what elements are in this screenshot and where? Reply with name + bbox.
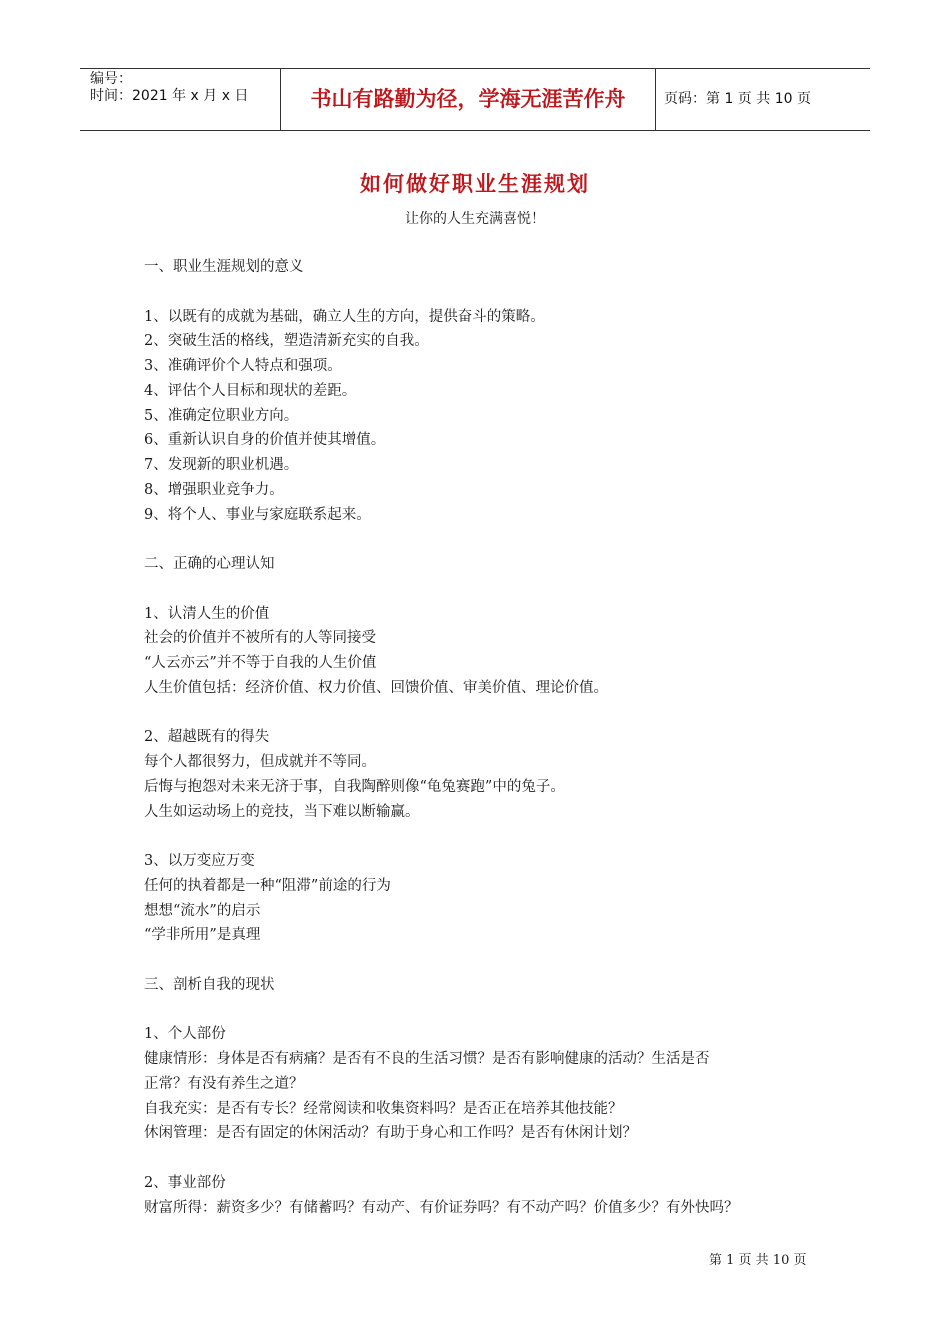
body-line: 一、职业生涯规划的意义	[144, 259, 304, 275]
body-line: 社会的价值并不被所有的人等同接受	[144, 630, 376, 647]
body-line: 7、发现新的职业机遇。	[144, 457, 299, 473]
body-line: 每个人都很努力，但成就并不等同。	[144, 754, 376, 770]
blank-line	[144, 998, 824, 1023]
body-line: 4、评估个人目标和现状的差距。	[144, 382, 357, 399]
page-header	[80, 68, 870, 131]
document-code-label: 编号：	[90, 71, 132, 87]
body-line: 想想“流水”的启示	[144, 902, 261, 919]
blank-line	[144, 948, 824, 973]
blank-line	[144, 1146, 824, 1171]
body-line: 8、增强职业竞争力。	[144, 481, 284, 498]
body-line: 1、以既有的成就为基础，确立人生的方向，提供奋斗的策略。	[144, 308, 545, 325]
header-divider-right	[655, 69, 656, 130]
body-line: 人生价值包括：经济价值、权力价值、回馈价值、审美价值、理论价值。	[144, 679, 608, 696]
body-line: 6、重新认识自身的价值并使其增值。	[144, 432, 386, 449]
body-line: 5、准确定位职业方向。	[144, 407, 299, 424]
header-motto: 书山有路勤为径，学海无涯苦作舟	[310, 87, 626, 111]
body-line: 休闲管理：是否有固定的休闲活动？有助于身心和工作吗？是否有休闲计划？	[144, 1125, 637, 1142]
document-title: 如何做好职业生涯规划	[360, 171, 590, 196]
body-line: 1、认清人生的价值	[144, 605, 270, 622]
body-line: “学非所用”是真理	[144, 927, 261, 944]
body-line: 1、个人部份	[144, 1026, 226, 1043]
body-line: 2、超越既有的得失	[144, 729, 270, 746]
body-line: 2、事业部份	[144, 1174, 226, 1191]
body-line: “人云亦云”并不等于自我的人生价值	[144, 655, 377, 671]
body-line: 二、正确的心理认知	[144, 556, 275, 572]
body-line: 正常？有没有养生之道？	[144, 1075, 304, 1092]
body-line: 3、准确评价个人特点和强项。	[144, 358, 342, 374]
body-line: 9、将个人、事业与家庭联系起来。	[144, 506, 371, 523]
document-date-label: 时间：2021 年 x 月 x 日	[90, 88, 249, 104]
document-body	[144, 255, 824, 1220]
blank-line	[144, 280, 824, 305]
body-line: 自我充实：是否有专长？经常阅读和收集资料吗？是否正在培养其他技能？	[144, 1100, 623, 1117]
blank-line	[144, 701, 824, 726]
body-line: 任何的执着都是一种“阻滞”前途的行为	[144, 877, 391, 894]
header-page-number: 页码：第 1 页 共 10 页	[664, 91, 811, 107]
blank-line	[144, 824, 824, 849]
blank-line	[144, 577, 824, 602]
body-line: 健康情形：身体是否有病痛？是否有不良的生活习惯？是否有影响健康的活动？生活是否	[144, 1051, 710, 1067]
body-line: 三、剖析自我的现状	[144, 976, 275, 993]
body-line: 2、突破生活的格线，塑造清新充实的自我。	[144, 333, 429, 350]
page-footer: 第 1 页 共 10 页	[709, 1253, 807, 1268]
body-line: 3、以万变应万变	[144, 853, 255, 869]
body-line: 财富所得：薪资多少？有储蓄吗？有动产、有价证券吗？有不动产吗？价值多少？有外快吗？	[144, 1199, 739, 1216]
blank-line	[144, 527, 824, 552]
body-line: 人生如运动场上的竞技，当下难以断输赢。	[144, 803, 420, 820]
document-subtitle: 让你的人生充满喜悦！	[405, 211, 545, 227]
body-line: 后悔与抱怨对未来无济于事，自我陶醉则像“龟兔赛跑”中的兔子。	[144, 778, 565, 795]
